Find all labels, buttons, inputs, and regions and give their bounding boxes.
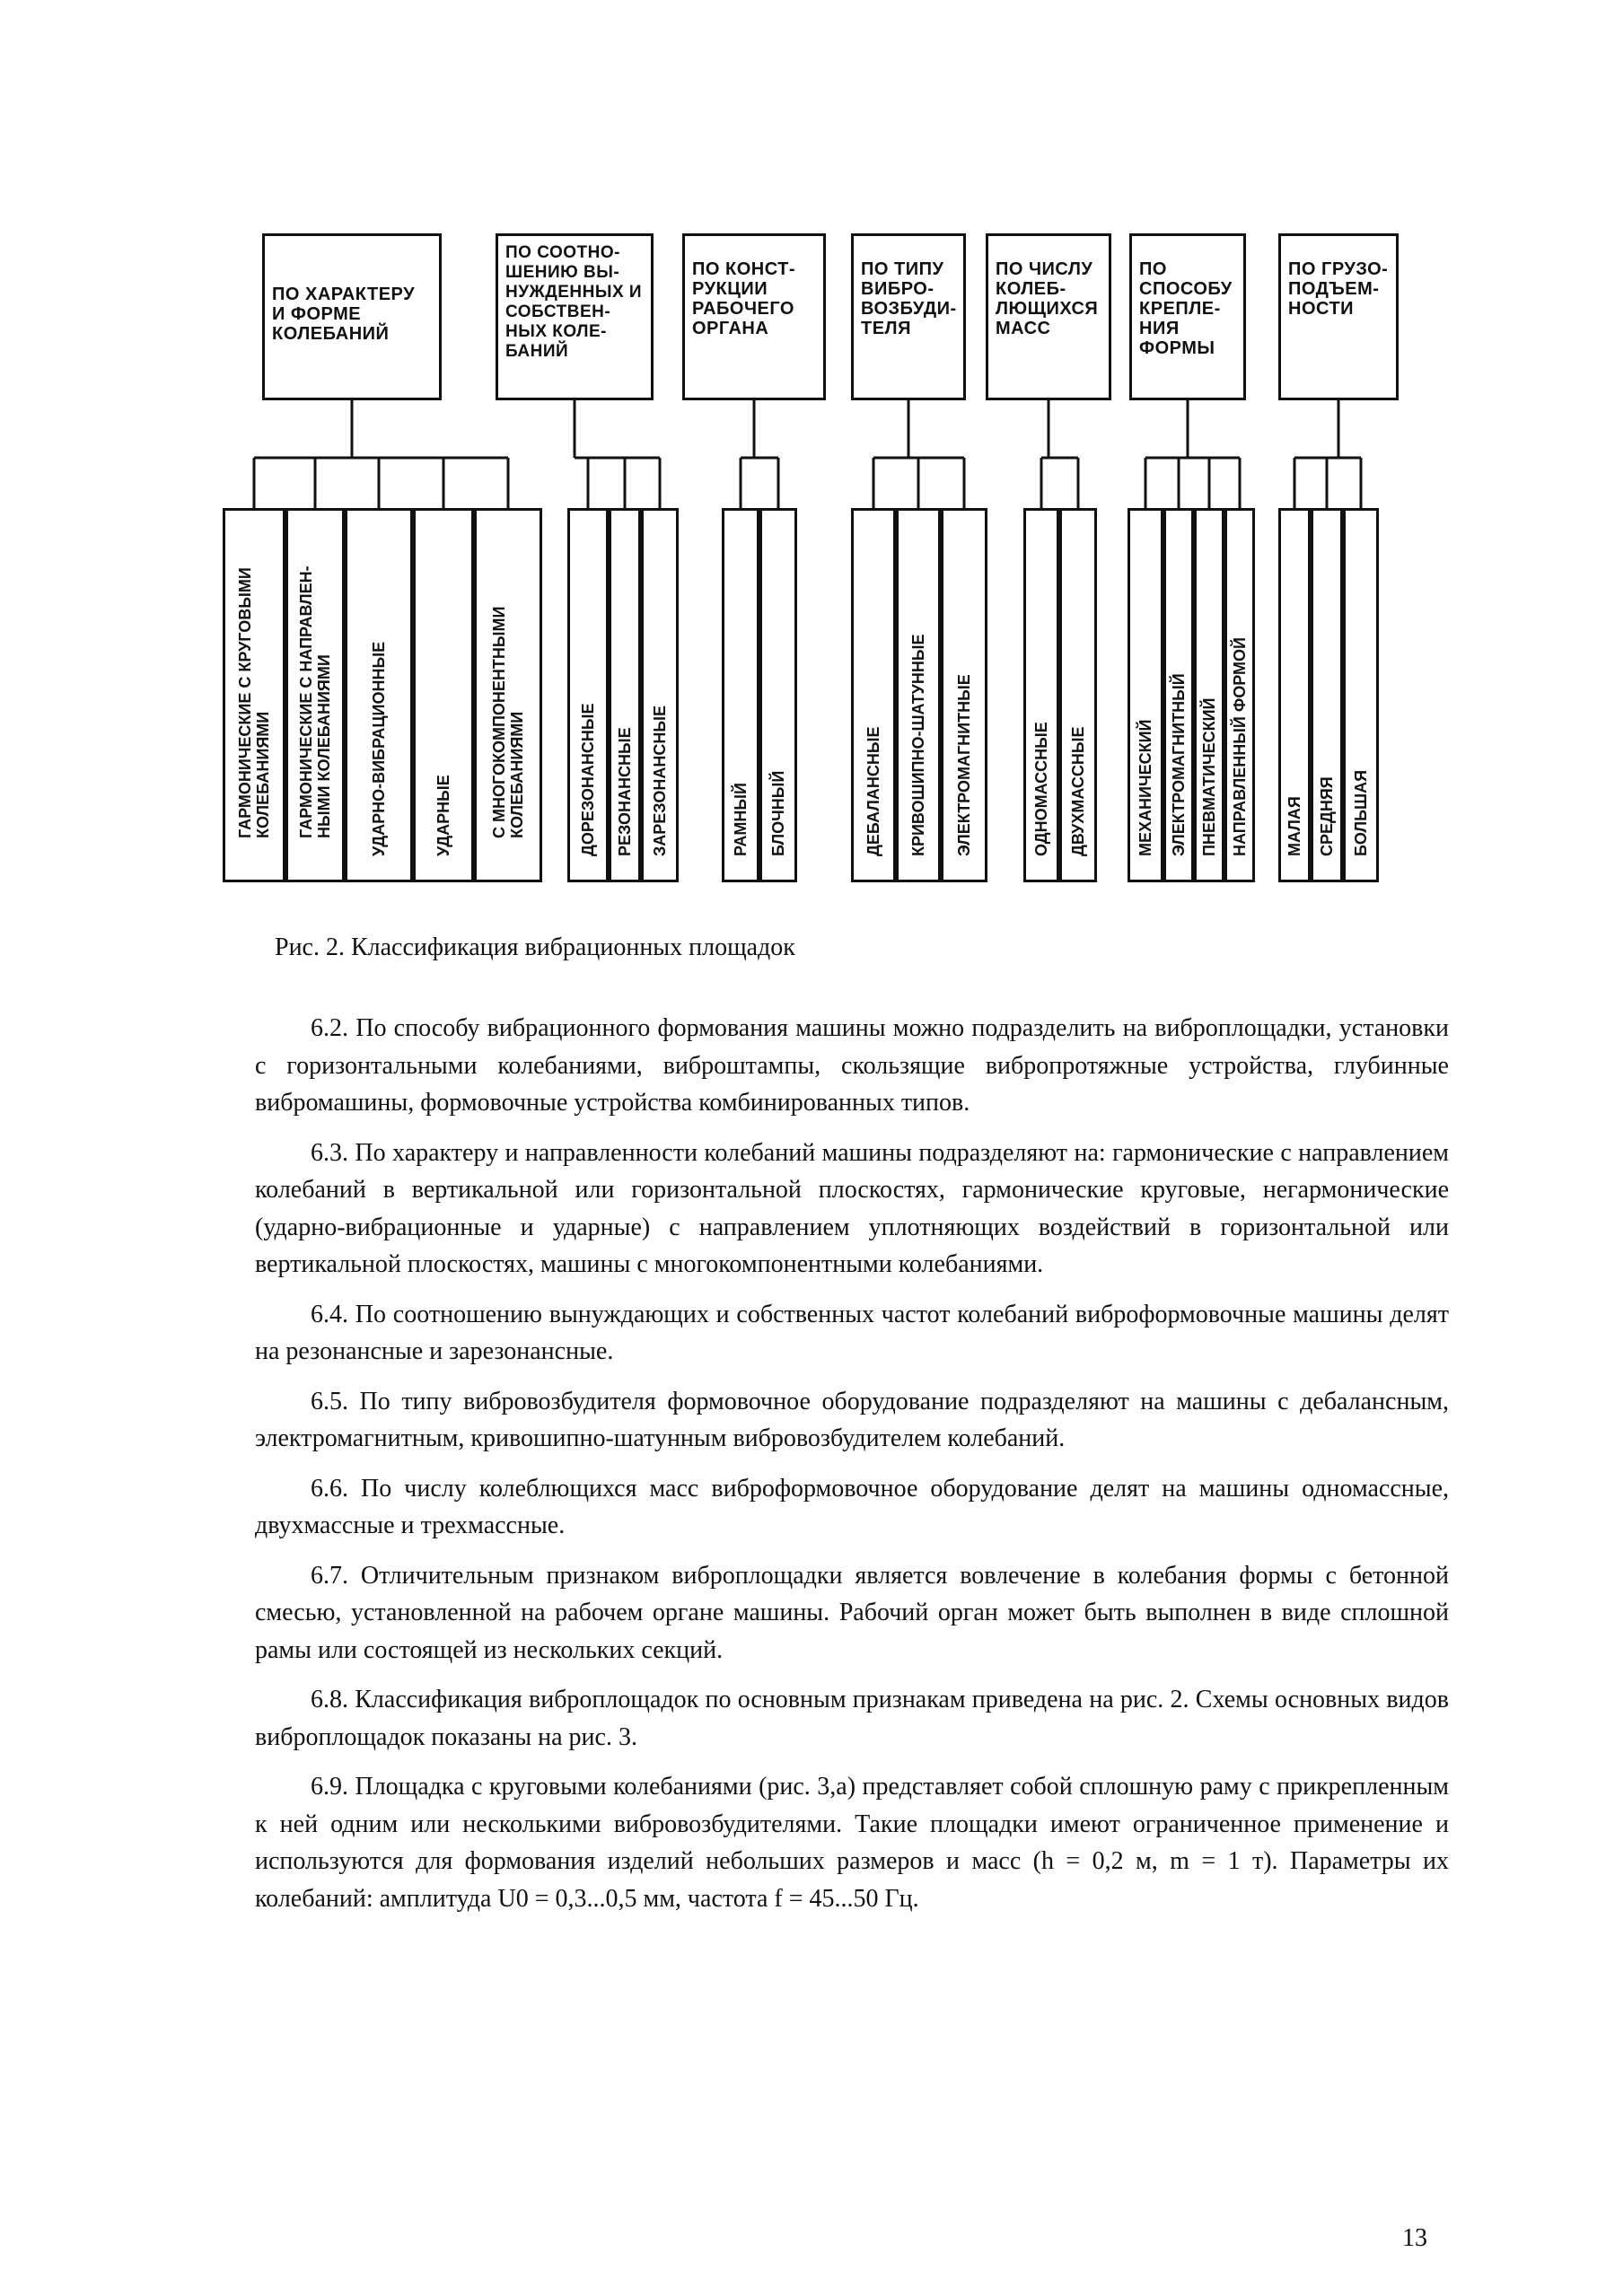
subtype-label: КРИВОШИПНО-ШАТУННЫЕ — [909, 634, 927, 856]
subtype-box — [1343, 508, 1379, 882]
subtype-box — [1278, 508, 1311, 882]
subtype-box — [1128, 508, 1163, 882]
subtype-label: ЭЛЕКТРОМАГНИТНЫЕ — [955, 674, 973, 856]
category-box-ratio: ПО СООТНО-ШЕНИЮ ВЫ-НУЖДЕННЫХ И СОБСТВЕН-НЫХ КОЛЕ-БАНИЙ — [496, 233, 654, 400]
paragraph-6-2: 6.2. По способу вибрационного формования машины можно подразделить на виброплощадки, установки с горизонтальными колебаниями, виброштампы, скользящие вибропротяжные устройства, глубинные вибромашины, формовочные устройства комбинированных типов. — [255, 1014, 1449, 1117]
subtype-box — [851, 508, 896, 882]
subtype-box — [1224, 508, 1255, 882]
subtype-box — [1311, 508, 1343, 882]
subtype-box — [896, 508, 941, 882]
subtype-label: РАМНЫЙ — [732, 783, 750, 856]
subtype-box — [1023, 508, 1059, 882]
paragraph-6-3: 6.3. По характеру и направленности колебаний машины подразделяют на: гармонические с направлением колебаний в вертикальной или горизонтальной плоскостях, гармонические круговые, негармонические (ударно-вибрационные и ударные) с направлением уплотняющих воздействий в горизонтальной или вертикальной плоскостях, машины с многокомпонентными колебаниями. — [255, 1138, 1449, 1278]
subtype-box — [1194, 508, 1224, 882]
subtype-label: ЭЛЕКТРОМАГНИТНЫЙ — [1170, 673, 1188, 856]
subtype-label: СРЕДНЯЯ — [1318, 776, 1336, 856]
paragraph-6-4: 6.4. По соотношению вынуждающих и собственных частот колебаний виброформовочные машины делят на резонансные и зарезонансные. — [255, 1300, 1449, 1365]
subtype-label: ДВУХМАССНЫЕ — [1069, 726, 1087, 856]
subtype-label: ДОРЕЗОНАНСНЫЕ — [579, 703, 597, 856]
subtype-box — [1163, 508, 1194, 882]
category-box-capacity: ПО ГРУЗО-ПОДЪЕМ-НОСТИ — [1278, 233, 1399, 400]
subtype-label: БЛОЧНЫЙ — [769, 770, 787, 856]
classification-diagram — [0, 0, 1597, 907]
subtype-box — [722, 508, 759, 882]
subtype-label: ПНЕВМАТИЧЕСКИЙ — [1200, 697, 1218, 856]
subtype-label: РЕЗОНАНСНЫЕ — [616, 727, 634, 856]
paragraph-6-9: 6.9. Площадка с круговыми колебаниями (рис. 3,а) представляет собой сплошную раму с прикрепленным к ней одним или несколькими вибровозбудителями. Такие площадки имеют ограниченное применение и используются для формования изделий небольших размеров и масс (h = 0,2 м, m = 1 т). Параметры их колебаний: амплитуда U0 = 0,3...0,5 мм, частота f = 45...50 Гц. — [255, 1773, 1449, 1913]
subtype-label: ЗАРЕЗОНАНСНЫЕ — [651, 705, 669, 856]
subtype-label: МЕХАНИЧЕСКИЙ — [1136, 719, 1154, 856]
category-box-mounting: ПО СПОСОБУ КРЕПЛЕ-НИЯ ФОРМЫ — [1129, 233, 1246, 400]
category-box-form: ПО ХАРАКТЕРУ И ФОРМЕ КОЛЕБАНИЙ — [262, 233, 442, 400]
subtype-box — [609, 508, 641, 882]
subtype-box — [641, 508, 679, 882]
subtype-label: НАПРАВЛЕННЫЙ ФОРМОЙ — [1231, 637, 1249, 856]
subtype-label: МАЛАЯ — [1285, 796, 1303, 856]
subtype-label: УДАРНЫЕ — [434, 775, 452, 856]
subtype-label: ОДНОМАССНЫЕ — [1032, 722, 1050, 856]
subtype-box — [285, 508, 345, 882]
page-number: 13 — [1402, 2224, 1427, 2252]
subtype-box — [223, 508, 285, 882]
subtype-box — [567, 508, 609, 882]
subtype-box — [1059, 508, 1097, 882]
category-box-construction: ПО КОНСТ-РУКЦИИ РАБОЧЕГО ОРГАНА — [682, 233, 826, 400]
subtype-label: ГАРМОНИЧЕСКИЕ С НАПРАВЛЕН- НЫМИ КОЛЕБАНИЯМИ — [297, 565, 333, 838]
paragraph-6-6: 6.6. По числу колеблющихся масс виброформовочное оборудование делят на машины одномассные, двухмассные и трехмассные. — [255, 1474, 1449, 1539]
subtype-label: С МНОГОКОМПОНЕНТНЫМИ КОЛЕБАНИЯМИ — [490, 606, 526, 838]
figure-caption: Рис. 2. Классификация вибрационных площадок — [275, 933, 795, 961]
subtype-label: ГАРМОНИЧЕСКИЕ С КРУГОВЫМИ КОЛЕБАНИЯМИ — [236, 567, 272, 838]
subtype-box — [345, 508, 413, 882]
subtype-label: БОЛЬШАЯ — [1352, 769, 1370, 856]
body-text — [255, 1010, 1449, 1930]
subtype-box — [413, 508, 474, 882]
paragraph-6-7: 6.7. Отличительным признаком виброплощадки является вовлечение в колебания формы с бетонной смесью, установленной на рабочем органе машины. Рабочий орган может быть выполнен в виде сплошной рамы или состоящей из нескольких секций. — [255, 1561, 1449, 1664]
subtype-box — [759, 508, 797, 882]
paragraph-6-8: 6.8. Классификация виброплощадок по основным признакам приведена на рис. 2. Схемы основных видов виброплощадок показаны на рис. 3. — [255, 1686, 1449, 1751]
subtype-label: ДЕБАЛАНСНЫЕ — [864, 726, 882, 856]
paragraph-6-5: 6.5. По типу вибровозбудителя формовочное оборудование подразделяют на машины с дебалансным, электромагнитным, кривошипно-шатунным вибровозбудителем колебаний. — [255, 1387, 1449, 1452]
subtype-label: УДАРНО-ВИБРАЦИОННЫЕ — [370, 641, 388, 856]
subtype-box — [941, 508, 987, 882]
category-box-exciter: ПО ТИПУ ВИБРО-ВОЗБУДИ-ТЕЛЯ — [851, 233, 966, 400]
category-box-masses: ПО ЧИСЛУ КОЛЕБ-ЛЮЩИХСЯ МАСС — [986, 233, 1111, 400]
subtype-box — [474, 508, 542, 882]
